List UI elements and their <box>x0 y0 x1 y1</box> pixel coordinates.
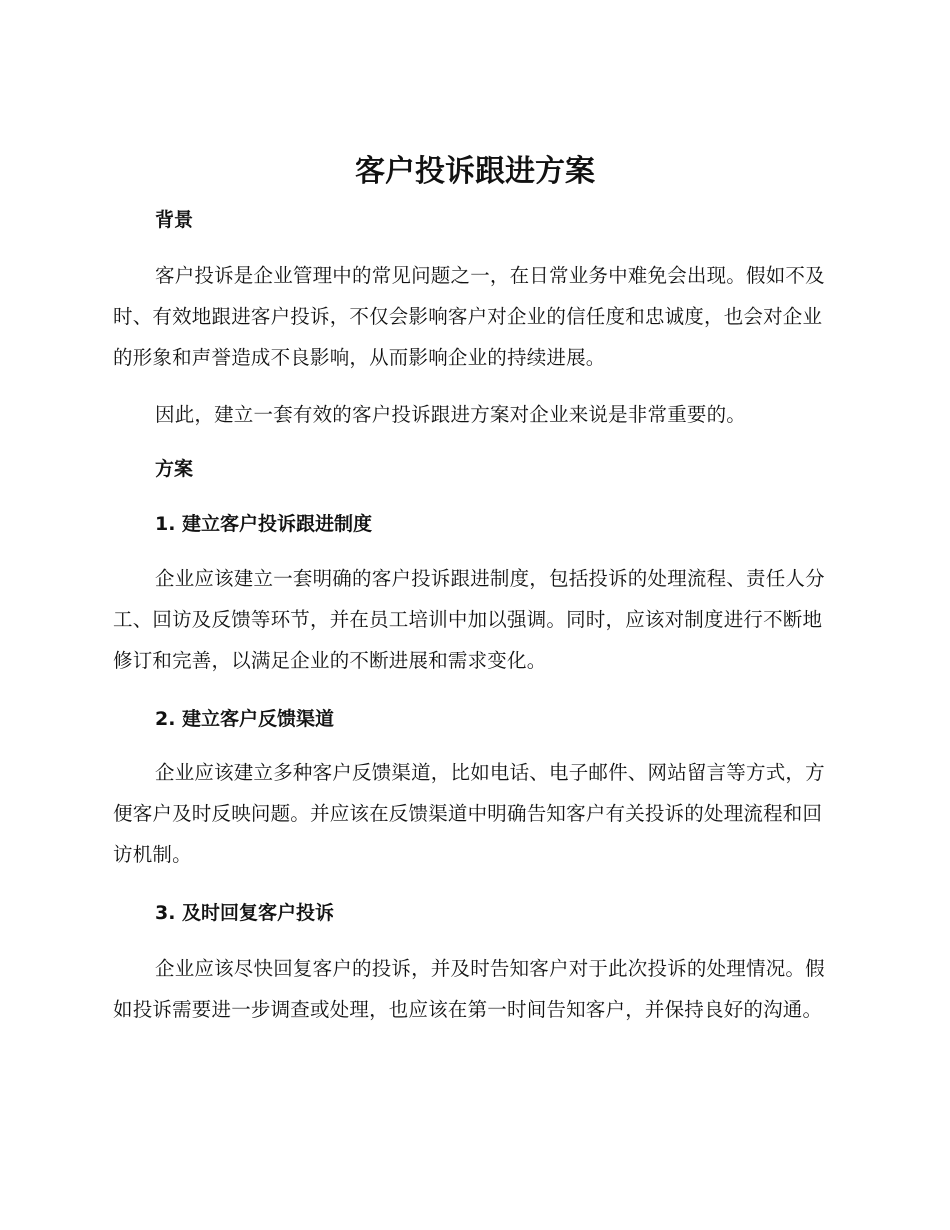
section-heading-plan: 方案 <box>155 458 194 480</box>
paragraph-section-2: 企业应该建立多种客户反馈渠道，比如电话、电子邮件、网站留言等方式，方便客户及时反映问题。并应该在反馈渠道中明确告知客户有关投诉的处理流程和回访机制。 <box>113 761 825 866</box>
document-title: 客户投诉跟进方案 <box>355 154 595 189</box>
section-heading-background: 背景 <box>155 209 194 231</box>
paragraph-section-1: 企业应该建立一套明确的客户投诉跟进制度，包括投诉的处理流程、责任人分工、回访及反馈等环节，并在员工培训中加以强调。同时，应该对制度进行不断地修订和完善，以满足企业的不断进展和需求变化。 <box>113 567 825 672</box>
subheading-3: 3. 及时回复客户投诉 <box>155 902 335 924</box>
paragraph-section-3: 企业应该尽快回复客户的投诉，并及时告知客户对于此次投诉的处理情况。假如投诉需要进一步调查或处理，也应该在第一时间告知客户，并保持良好的沟通。 <box>113 957 825 1021</box>
subheading-1: 1. 建立客户投诉跟进制度 <box>155 513 373 535</box>
paragraph-background-2: 因此，建立一套有效的客户投诉跟进方案对企业来说是非常重要的。 <box>155 403 747 426</box>
subheading-2: 2. 建立客户反馈渠道 <box>155 708 335 730</box>
paragraph-background-1: 客户投诉是企业管理中的常见问题之一，在日常业务中难免会出现。假如不及时、有效地跟进客户投诉，不仅会影响客户对企业的信任度和忠诚度，也会对企业的形象和声誉造成不良影响，从而影响企业的持续进展。 <box>113 264 825 369</box>
